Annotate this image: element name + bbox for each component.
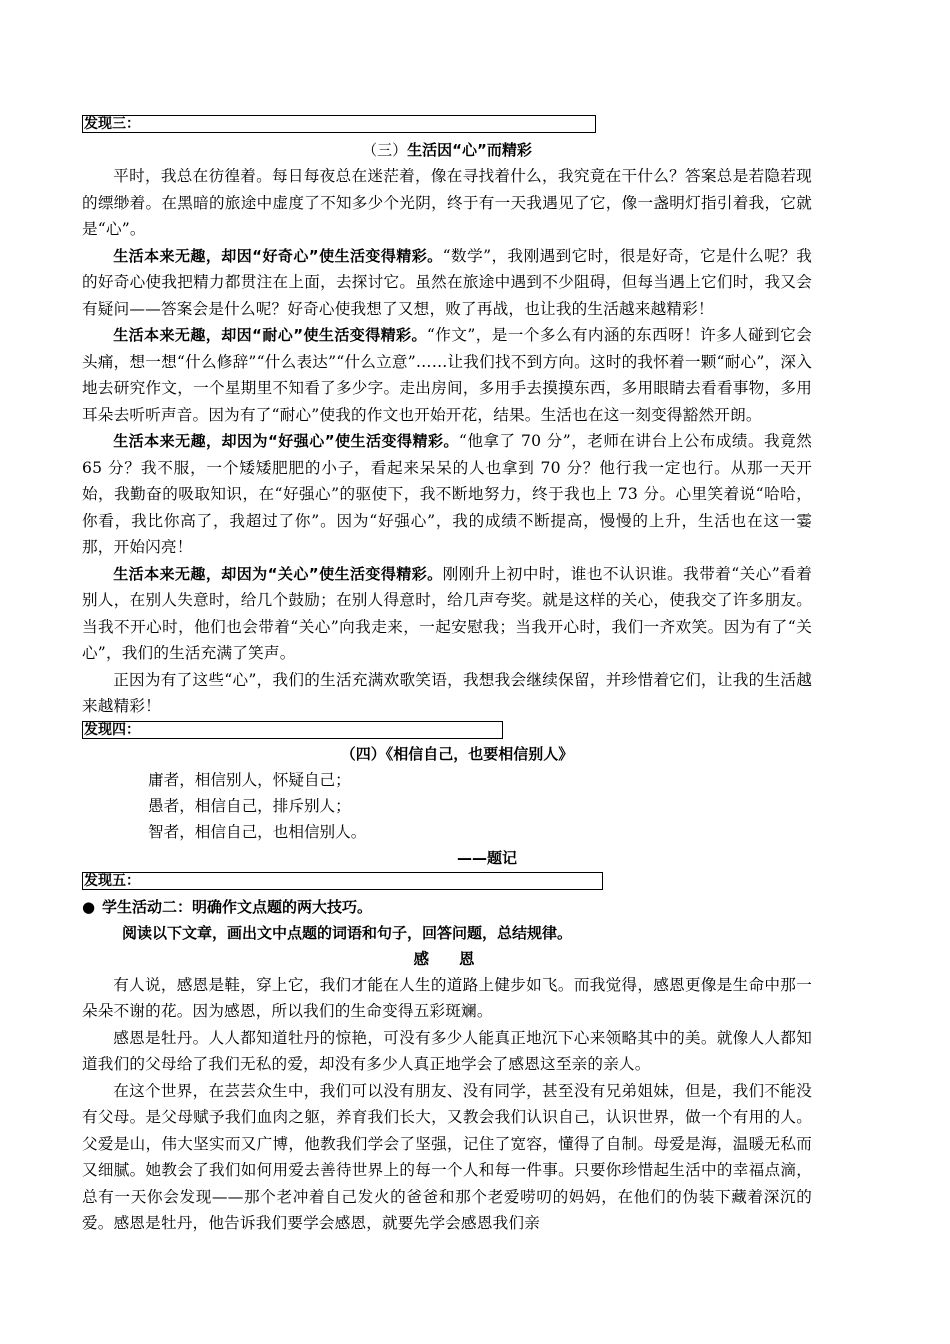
activity-line — [82, 894, 812, 920]
section-label-discovery-3: 发现三： — [82, 115, 596, 133]
bullet-icon: ● — [82, 897, 96, 916]
epigraph-signature: ——题记 — [456, 848, 517, 867]
document-page — [82, 115, 812, 1237]
section-3-paragraph-1: 平时，我总在彷徨着。每日每夜总在迷茫着，像在寻找着什么，我究竟在干什么？答案总是若隐若现的缥缈着。在黑暗的旅途中虚度了不知多少个光阴，终于有一天我遇见了它，像一盏明灯指引着我，它就是“心”。 — [82, 167, 812, 238]
section-3-heading — [82, 137, 812, 163]
paragraph-lead: 生活本来无趣，却因“耐心”使生活变得精彩。 — [113, 326, 427, 344]
poem-line-1: 庸者，相信别人，怀疑自己； — [148, 770, 351, 789]
poem-line-2: 愚者，相信自己，排斥别人； — [148, 796, 351, 815]
section-label-discovery-5: 发现五： — [82, 872, 603, 890]
instruction-line: 阅读以下文章，画出文中点题的词语和句子，回答问题，总结规律。 — [122, 923, 573, 942]
section-3-heading-number: （三） — [362, 141, 408, 159]
section-3-paragraph-2: 生活本来无趣，却因“好奇心”使生活变得精彩。“数学”，我刚遇到它时，很是好奇，它是什么呢？我的好奇心使我把精力都贯注在上面，去探讨它。虽然在旅途中遇到不少阻碍，但每当遇上它们时，我又会有疑问——答案会是什么呢？好奇心使我想了又想，败了再战，也让我的生活越来越精彩！ — [82, 246, 812, 318]
essay-paragraph-1: 有人说，感恩是鞋，穿上它，我们才能在人生的道路上健步如飞。而我觉得，感恩更像是生命中那一朵朵不谢的花。因为感恩，所以我们的生命变得五彩斑斓。 — [82, 975, 812, 1020]
section-3-paragraph-5: 生活本来无趣，却因为“关心”使生活变得精彩。刚刚升上初中时，谁也不认识谁。我带着“关心”看着别人，在别人失意时，给几个鼓励；在别人得意时，给几声夸奖。就是这样的关心，使我交了许多朋友。当我不开心时，他们也会带着“关心”向我走来，一起安慰我；当我开心时，我们一齐欢笑。因为有了“关心”，我们的生活充满了笑声。 — [82, 564, 812, 662]
paragraph-lead: 生活本来无趣，却因“好奇心”使生活变得精彩。 — [113, 246, 443, 265]
paragraph-lead: 生活本来无趣，却因为“关心”使生活变得精彩。 — [113, 564, 443, 583]
section-3-paragraph-4: 生活本来无趣，却因为“好强心”使生活变得精彩。“他拿了 70 分”，老师在讲台上公布成绩。我竟然 65 分？我不服，一个矮矮肥肥的小子，看起来呆呆的人也拿到 70 分？他行我一定也行。从那一天开始，我勤奋的吸取知识，在“好强心”的驱使下，我不断地努力，终于我也上 73 分。心里笑着说“哈哈，你看，我比你高了，我超过了你”。因为“好强心”，我的成绩不断提高，慢慢的上升，生活也在这一霎那，开始闪亮！ — [82, 432, 812, 556]
section-3-paragraph-3: 生活本来无趣，却因“耐心”使生活变得精彩。“作文”，是一个多么有内涵的东西呀！许多人碰到它会头痛，想一想“什么修辞”“什么表达”“什么立意”……让我们找不到方向。这时的我怀着一颗“耐心”，深入地去研究作文，一个星期里不知看了多少字。走出房间，多用手去摸摸东西，多用眼睛去看看事物，多用耳朵去听听声音。因为有了“耐心”使我的作文也开始开花，结果。生活也在这一刻变得豁然开朗。 — [82, 326, 812, 424]
section-3-paragraph-6: 正因为有了这些“心”，我们的生活充满欢歌笑语，我想我会继续保留，并珍惜着它们，让我的生活越来越精彩！ — [82, 670, 812, 715]
section-label-discovery-4: 发现四： — [82, 721, 503, 739]
essay-paragraph-3: 在这个世界，在芸芸众生中，我们可以没有朋友、没有同学，甚至没有兄弟姐妹，但是，我们不能没有父母。是父母赋予我们血肉之躯，养育我们长大，又教会我们认识自己，认识世界，做一个有用的人。父爱是山，伟大坚实而又广博，他教我们学会了坚强，记住了宽容，懂得了自制。母爱是海，温暖无私而又细腻。她教会了我们如何用爱去善待世界上的每一个人和每一件事。只要你珍惜起生活中的幸福点滴，总有一天你会发现——那个老冲着自己发火的爸爸和那个老爱唠叨的妈妈，在他们的伪装下藏着深沉的爱。感恩是牡丹，他告诉我们要学会感恩，就要先学会感恩我们亲 — [82, 1081, 812, 1232]
essay-title: 感恩 — [413, 949, 505, 968]
poem-line-3: 智者，相信自己，也相信别人。 — [148, 822, 367, 841]
activity-text: 学生活动二：明确作文点题的两大技巧。 — [102, 897, 373, 916]
essay-paragraph-2: 感恩是牡丹。人人都知道牡丹的惊艳，可没有多少人能真正地沉下心来领略其中的美。就像人人都知道我们的父母给了我们无私的爱，却没有多少人真正地学会了感恩这至亲的亲人。 — [82, 1028, 812, 1073]
paragraph-lead: 生活本来无趣，却因为“好强心”使生活变得精彩。 — [113, 432, 459, 450]
section-4-heading: （四）《相信自己，也要相信别人》 — [340, 744, 574, 763]
section-3-heading-title: 生活因“心”而精彩 — [407, 141, 532, 159]
